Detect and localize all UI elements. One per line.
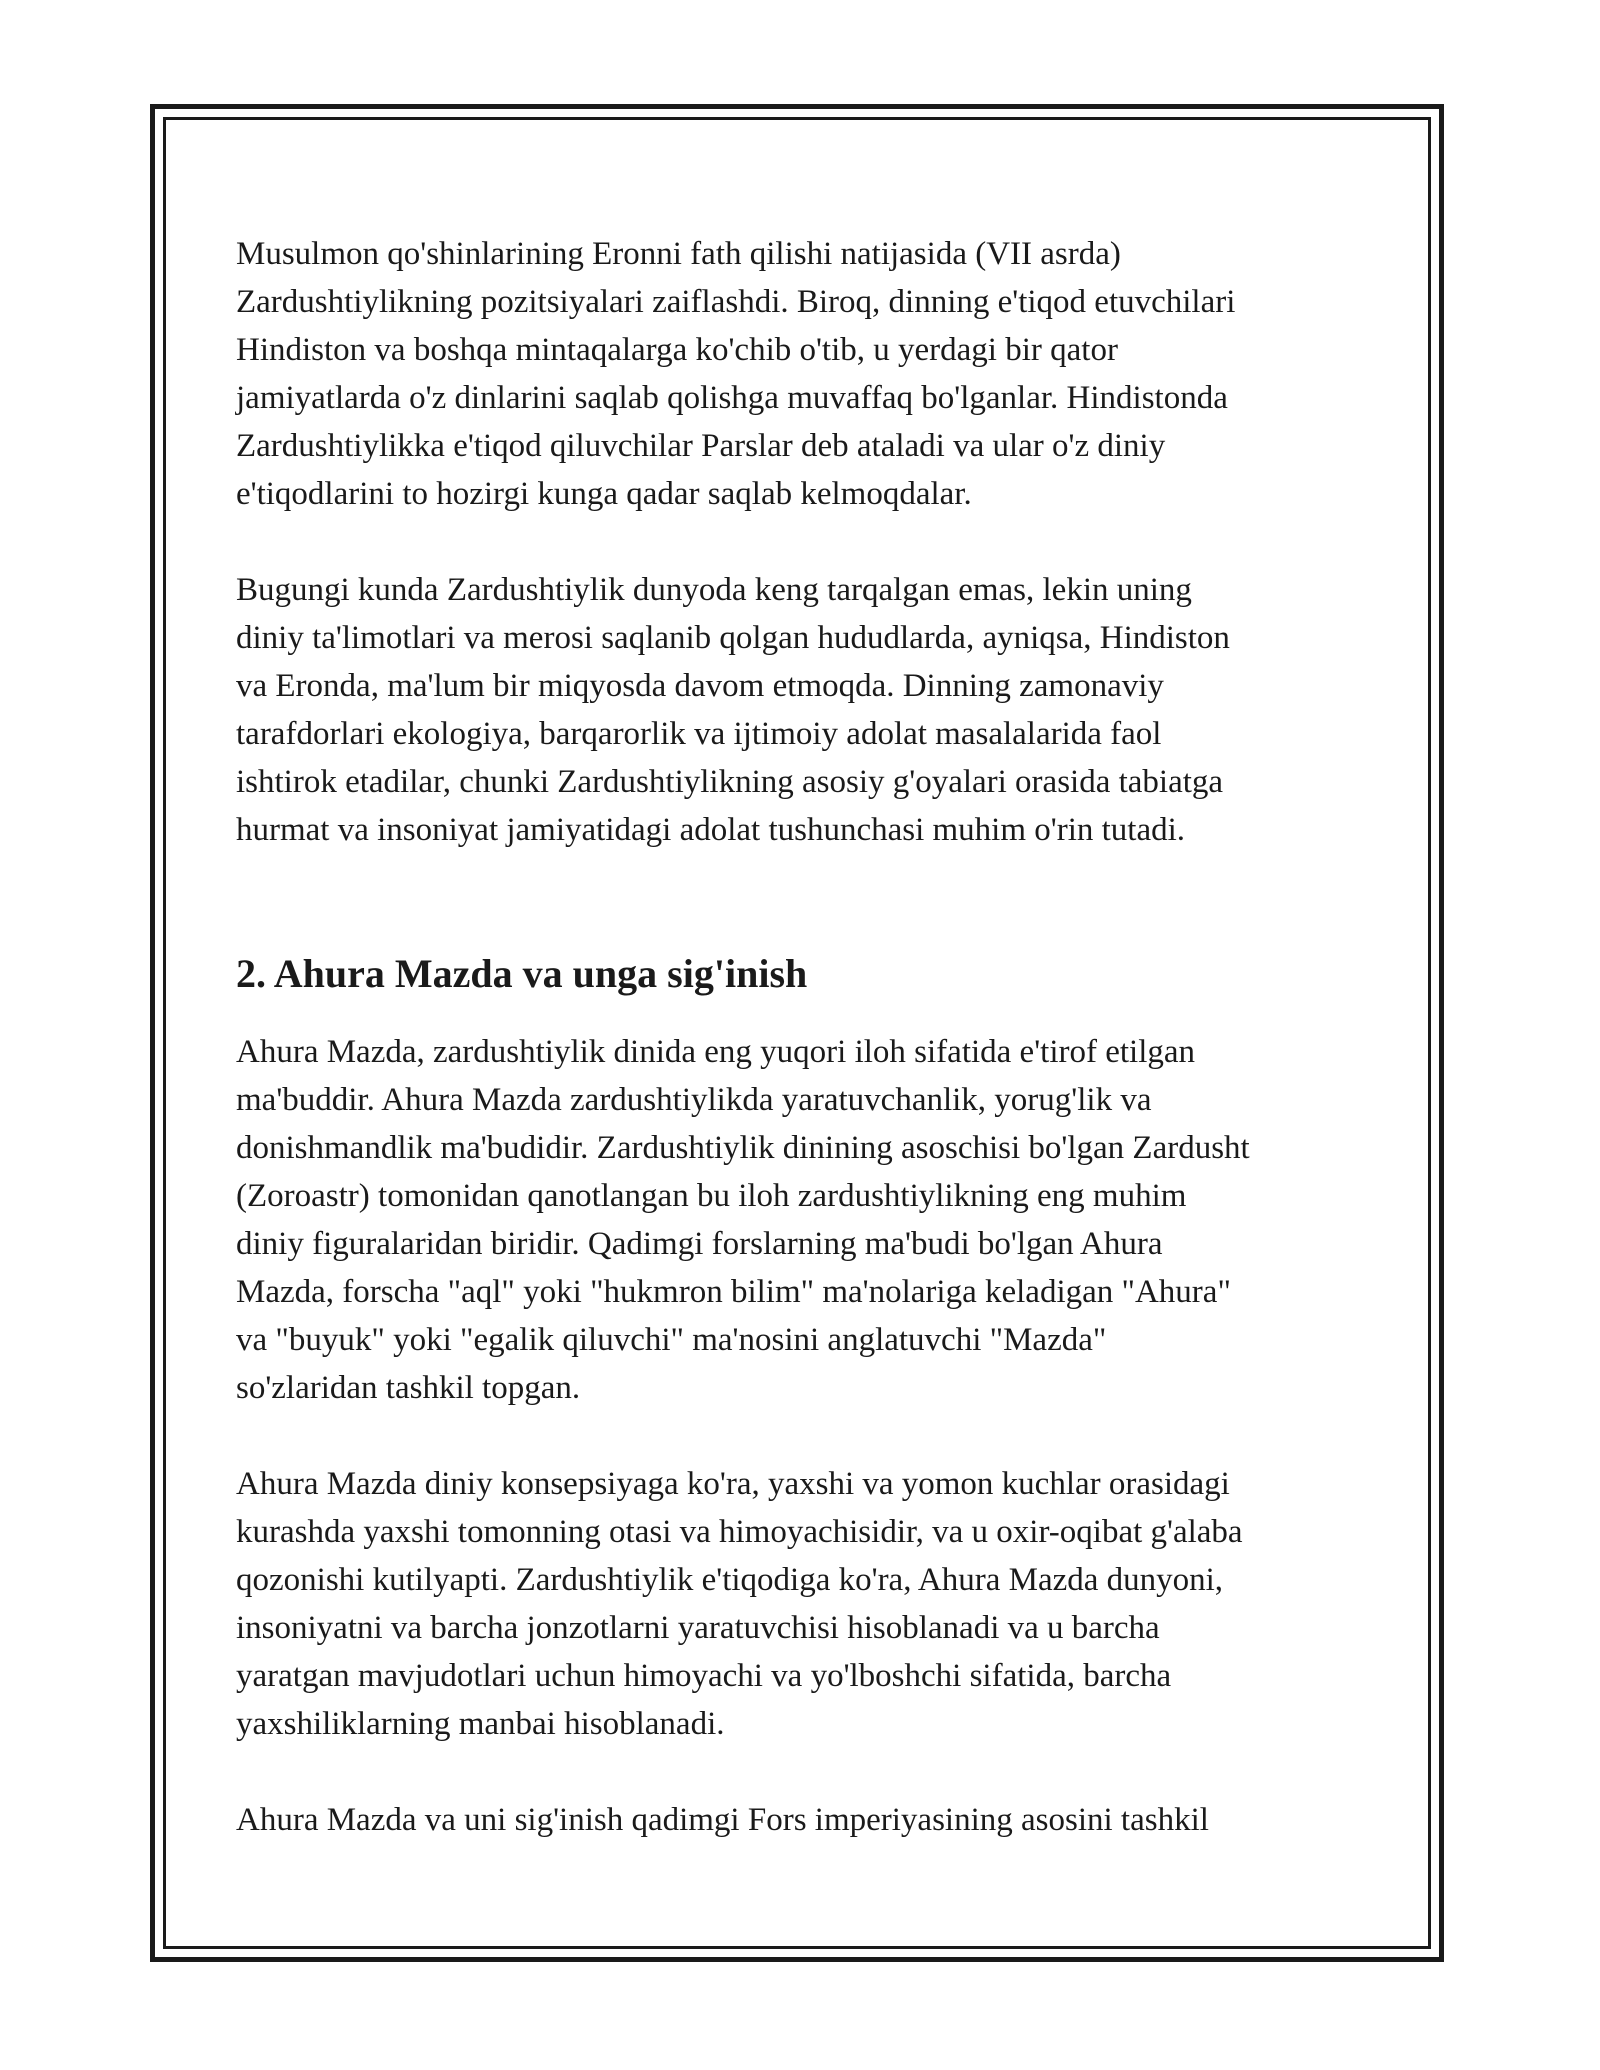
text-line: diniy figuralaridan biridir. Qadimgi forslarning ma'budi bo'lgan Ahura — [236, 1226, 1163, 1262]
text-line: Zardushtiylikka e'tiqod qiluvchilar Parslar deb ataladi va ular o'z diniy — [236, 428, 1166, 464]
text-line: (Zoroastr) tomonidan qanotlangan bu iloh zardushtiylikning eng muhim — [236, 1178, 1187, 1214]
text-line: Hindiston va boshqa mintaqalarga ko'chib o'tib, u yerdagi bir qator — [236, 332, 1118, 368]
text-line: Mazda, forscha "aql" yoki "hukmron bilim" ma'nolariga keladigan "Ahura" — [236, 1274, 1231, 1310]
text-line: tarafdorlari ekologiya, barqarorlik va ijtimoiy adolat masalalarida faol — [236, 716, 1162, 752]
document-body — [236, 230, 1366, 1892]
text-line: Zardushtiylikning pozitsiyalari zaiflashdi. Biroq, dinning e'tiqod etuvchilari — [236, 284, 1236, 320]
text-line: donishmandlik ma'budidir. Zardushtiylik dinining asoschisi bo'lgan Zardusht — [236, 1130, 1250, 1166]
text-line: insoniyatni va barcha jonzotlarni yaratuvchisi hisoblanadi va u barcha — [236, 1610, 1160, 1646]
text-line: so'zlaridan tashkil topgan. — [236, 1370, 581, 1406]
paragraph-persian-empire — [236, 1796, 1366, 1844]
text-line: ishtirok etadilar, chunki Zardushtiylikning asosiy g'oyalari orasida tabiatga — [236, 764, 1224, 800]
text-line: Ahura Mazda, zardushtiylik dinida eng yuqori iloh sifatida e'tirof etilgan — [236, 1034, 1196, 1070]
paragraph-ahura-mazda-intro — [236, 1028, 1366, 1412]
text-line: Ahura Mazda diniy konsepsiyaga ko'ra, yaxshi va yomon kuchlar orasidagi — [236, 1466, 1230, 1502]
text-line: va "buyuk" yoki "egalik qiluvchi" ma'nosini anglatuvchi "Mazda" — [236, 1322, 1107, 1358]
paragraph-good-vs-evil — [236, 1460, 1366, 1748]
paragraph-modern-day — [236, 566, 1366, 854]
text-line: va Eronda, ma'lum bir miqyosda davom etmoqda. Dinning zamonaviy — [236, 668, 1164, 704]
text-line: e'tiqodlarini to hozirgi kunga qadar saqlab kelmoqdalar. — [236, 476, 972, 512]
paragraph-muslim-conquest — [236, 230, 1366, 518]
text-line: yaratgan mavjudotlari uchun himoyachi va yo'lboshchi sifatida, barcha — [236, 1658, 1172, 1694]
text-line: ma'buddir. Ahura Mazda zardushtiylikda yaratuvchanlik, yorug'lik va — [236, 1082, 1152, 1118]
text-line: Musulmon qo'shinlarining Eronni fath qilishi natijasida (VII asrda) — [236, 236, 1121, 272]
text-line: jamiyatlarda o'z dinlarini saqlab qolishga muvaffaq bo'lganlar. Hindistonda — [236, 380, 1228, 416]
text-line: Ahura Mazda va uni sig'inish qadimgi Fors imperiyasining asosini tashkil — [236, 1802, 1209, 1838]
text-line: diniy ta'limotlari va merosi saqlanib qolgan hududlarda, ayniqsa, Hindiston — [236, 620, 1230, 656]
text-line: Bugungi kunda Zardushtiylik dunyoda keng tarqalgan emas, lekin uning — [236, 572, 1192, 608]
section-heading: 2. Ahura Mazda va unga sig'inish — [236, 951, 808, 996]
text-line: qozonishi kutilyapti. Zardushtiylik e'tiqodiga ko'ra, Ahura Mazda dunyoni, — [236, 1562, 1224, 1598]
text-line: yaxshiliklarning manbai hisoblanadi. — [236, 1706, 725, 1742]
text-line: kurashda yaxshi tomonning otasi va himoyachisidir, va u oxir-oqibat g'alaba — [236, 1514, 1243, 1550]
text-line: hurmat va insoniyat jamiyatidagi adolat tushunchasi muhim o'rin tutadi. — [236, 812, 1186, 848]
